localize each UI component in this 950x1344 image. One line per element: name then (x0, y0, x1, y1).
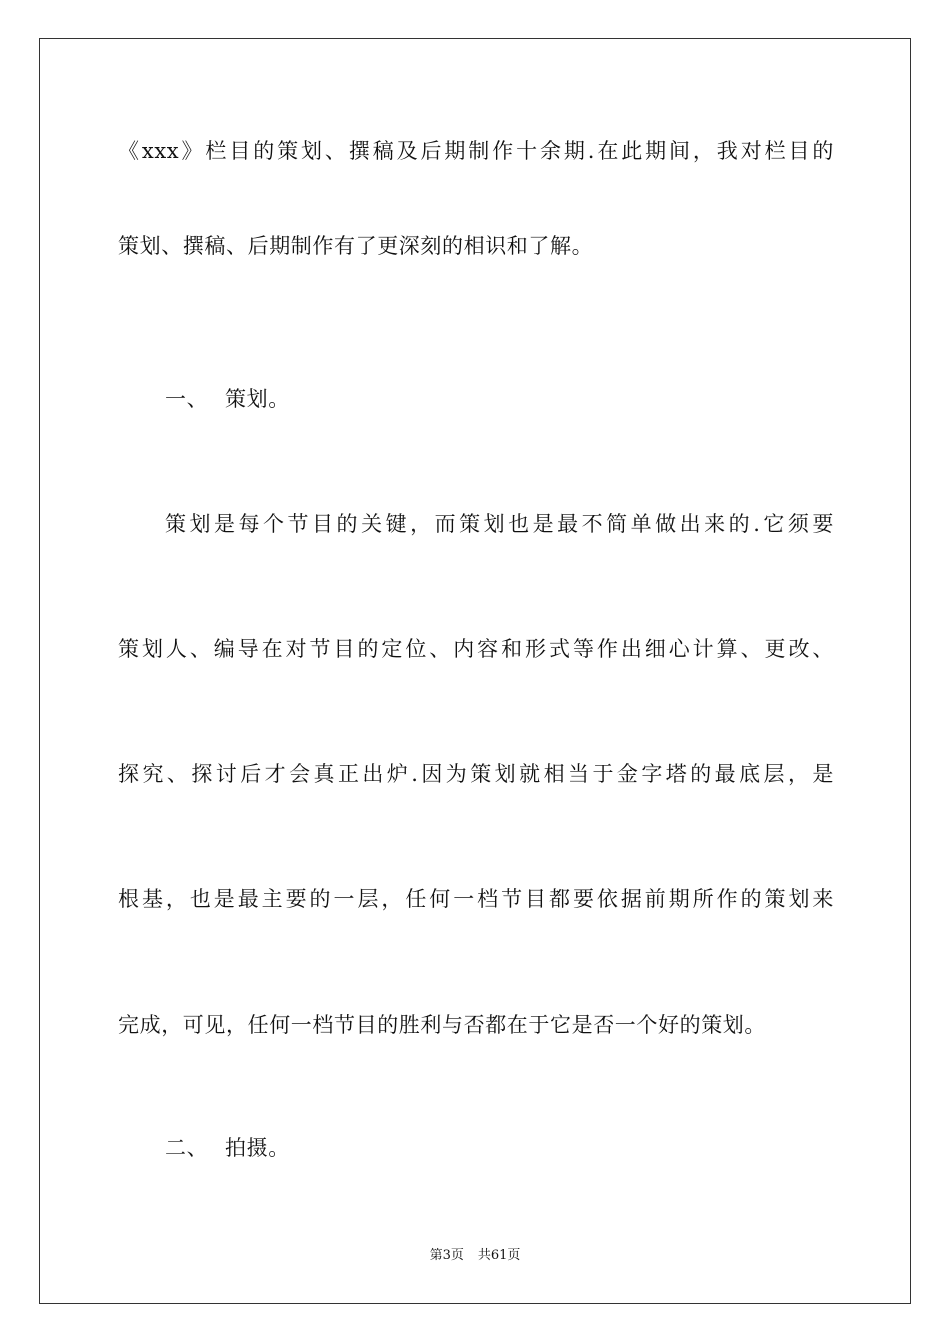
section-title-1: 策划。 (225, 387, 290, 411)
section-number-2: 二、 (165, 1136, 209, 1160)
section-heading-2 (165, 1133, 290, 1163)
section-heading-1 (165, 384, 290, 414)
body-line-2: 策划、撰稿、后期制作有了更深刻的相识和了解。 (118, 234, 594, 258)
paragraph-line-5: 完成，可见，任何一档节目的胜利与否都在于它是否一个好的策划。 (118, 1013, 766, 1037)
paragraph-line-1: 策划是每个节目的关键，而策划也是最不简单做出来的.它须要 (165, 512, 834, 536)
section-title-2: 拍摄。 (225, 1136, 290, 1160)
page-border (39, 38, 911, 1304)
page-footer (0, 1247, 950, 1265)
paragraph-line-2: 策划人、编导在对节目的定位、内容和形式等作出细心计算、更改、 (118, 637, 834, 661)
paragraph-line-3: 探究、探讨后才会真正出炉.因为策划就相当于金字塔的最底层，是 (118, 762, 834, 786)
section-number-1: 一、 (165, 387, 209, 411)
page-total: 共61页 (477, 1248, 521, 1263)
page-number: 第3页 (429, 1248, 464, 1263)
body-line-1: 《xxx》栏目的策划、撰稿及后期制作十余期.在此期间，我对栏目的 (118, 139, 834, 163)
paragraph-line-4: 根基，也是最主要的一层，任何一档节目都要依据前期所作的策划来 (118, 887, 834, 911)
